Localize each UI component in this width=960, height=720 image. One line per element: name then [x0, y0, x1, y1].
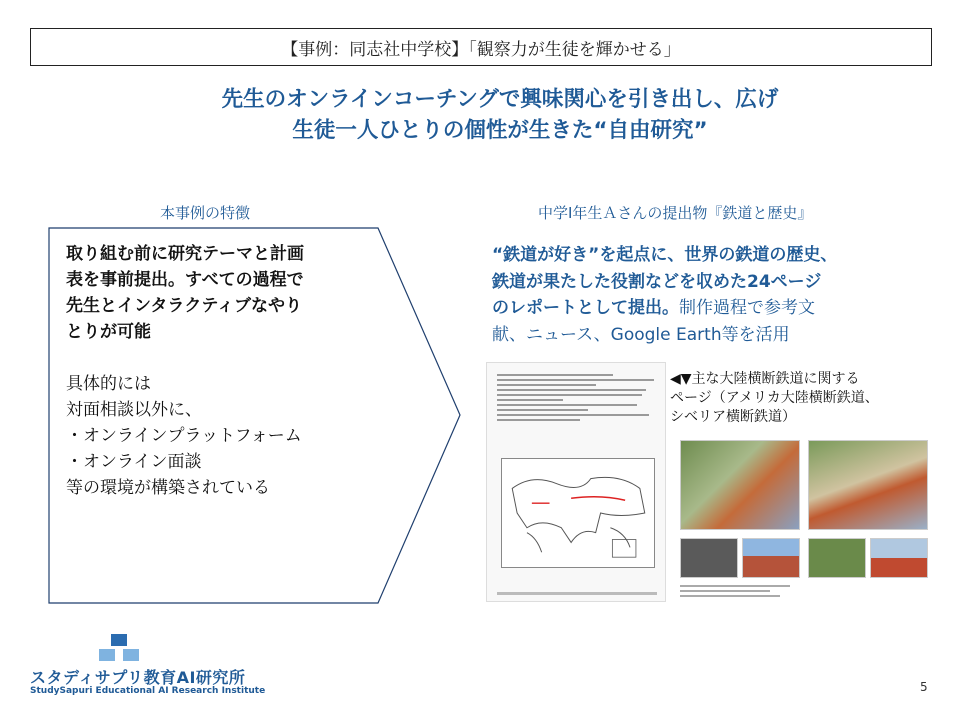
features-lead-line: とりが可能: [66, 322, 151, 342]
features-detail-line: ・オンライン面談: [66, 452, 202, 472]
features-lead-line: 取り組む前に研究テーマと計画: [66, 244, 304, 264]
world-map-image: [501, 458, 655, 568]
spacer: [66, 345, 396, 371]
headline-line-1: 先生のオンラインコーチングで興味関心を引き出し、広げ: [221, 87, 779, 112]
logo-icon: [99, 634, 139, 662]
features-lead-line: 表を事前提出。すべての過程で: [66, 270, 304, 290]
headline: [100, 84, 900, 146]
photo-map-image: [680, 440, 800, 530]
submission-label: 中学I年生Ａさんの提出物『鉄道と歴史』: [538, 204, 813, 222]
caption-line: ◀▼主な大陸横断鉄道に関する: [670, 371, 860, 387]
caption-line: シベリア横断鉄道）: [670, 409, 796, 425]
header-box: [30, 28, 932, 66]
report-photos-collage: [680, 440, 928, 605]
photo-caption-lines: [680, 582, 928, 600]
logo-name-ja: スタディサプリ教育AI研究所: [30, 668, 246, 687]
desc-line: “鉄道が好き”を起点に、世界の鉄道の歴史、: [492, 245, 838, 265]
report-page-thumbnail: [486, 362, 666, 602]
header-title: 【事例：同志社中学校】「観察力が生徒を輝かせる」: [281, 39, 681, 60]
report-text-lines: [497, 371, 662, 424]
photo-image: [742, 538, 800, 578]
photo-image: [680, 538, 738, 578]
features-detail-line: 対面相談以外に、: [66, 400, 202, 420]
photos-caption: [670, 370, 935, 427]
desc-line: のレポートとして提出。: [492, 298, 679, 318]
features-text: [66, 241, 396, 501]
features-detail-line: 具体的には: [66, 374, 151, 394]
logo-name-en: StudySapuri Educational AI Research Institute: [30, 686, 266, 696]
page-number: 5: [920, 680, 928, 694]
features-detail-line: ・オンラインプラットフォーム: [66, 426, 302, 446]
photo-image: [808, 538, 866, 578]
submission-description: [492, 242, 932, 348]
report-footer: [497, 592, 657, 595]
desc-line-rest: 制作過程で参考文: [679, 298, 815, 318]
features-lead-line: 先生とインタラクティブなやり: [66, 296, 302, 316]
desc-line-rest: 献、ニュース、Google Earth等を活用: [492, 324, 790, 345]
photo-image: [870, 538, 928, 578]
caption-line: ページ（アメリカ大陸横断鉄道、: [670, 390, 879, 406]
features-detail-line: 等の環境が構築されている: [66, 478, 270, 498]
photo-map-image: [808, 440, 928, 530]
desc-line: 鉄道が果たした役割などを収めた24ページ: [492, 271, 822, 292]
features-label: 本事例の特徴: [160, 204, 251, 222]
headline-line-2: 生徒一人ひとりの個性が生きた“自由研究”: [292, 118, 708, 143]
